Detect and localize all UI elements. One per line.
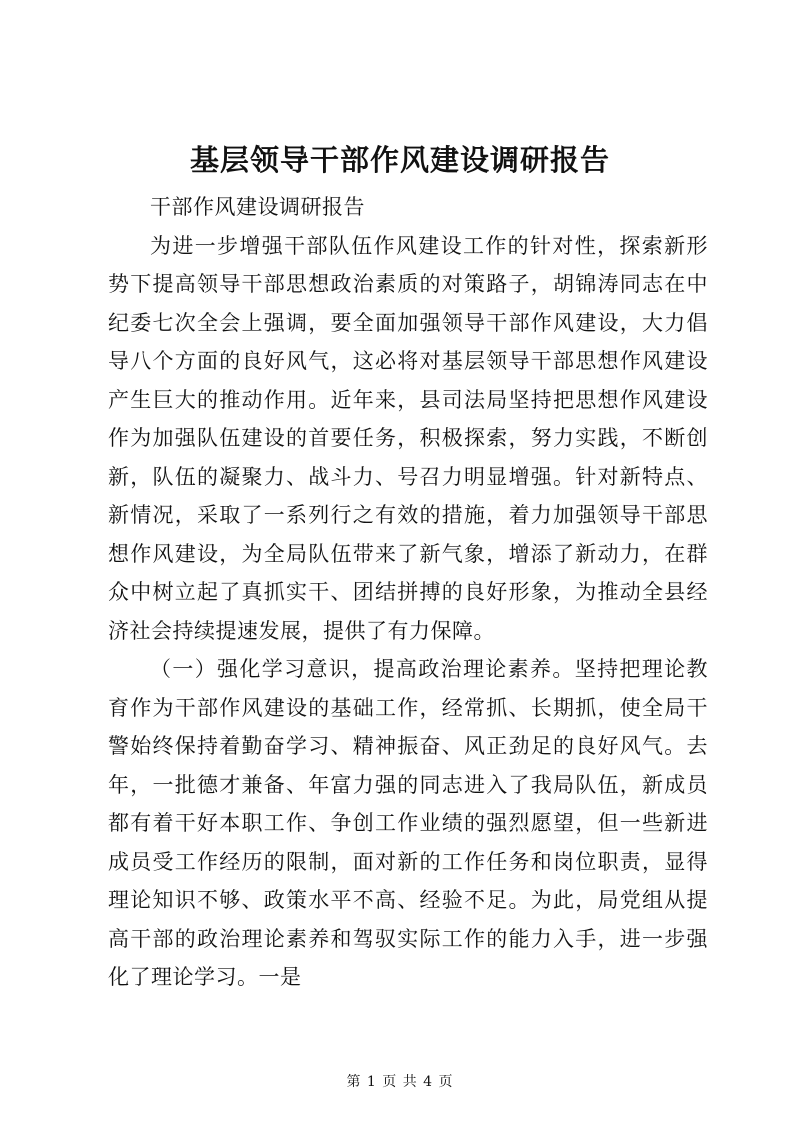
paragraph-section-1: （一）强化学习意识，提高政治理论素养。坚持把理论教育作为干部作风建设的基础工作，经常抓、长期抓，使全局干警始终保持着勤奋学习、精神振奋、风正劲足的良好风气。去年，一批德才兼备、年富力强的同志进入了我局队伍，新成员都有着干好本职工作、争创工作业绩的强烈愿望，但一些新进成员受工作经历的限制，面对新的工作任务和岗位职责，显得理论知识不够、政策水平不高、经验不足。为此，局党组从提高干部的政治理论素养和驾驭实际工作的能力入手，进一步强化了理论学习。一是	[108, 657, 708, 989]
document-subtitle: 干部作风建设调研报告	[150, 195, 365, 219]
document-title: 基层领导干部作风建设调研报告	[189, 143, 610, 177]
paragraph-intro: 为进一步增强干部队伍作风建设工作的针对性，探索新形势下提高领导干部思想政治素质的对策路子，胡锦涛同志在中纪委七次全会上强调，要全面加强领导干部作风建设，大力倡导八个方面的良好风气，这必将对基层领导干部思想作风建设产生巨大的推动作用。近年来，县司法局坚持把思想作风建设作为加强队伍建设的首要任务，积极探索，努力实践，不断创新，队伍的凝聚力、战斗力、号召力明显增强。针对新特点、新情况，采取了一系列行之有效的措施，着力加强领导干部思想作风建设，为全局队伍带来了新气象，增添了新动力，在群众中树立起了真抓实干、团结拼搏的良好形象，为推动全县经济社会持续提速发展，提供了有力保障。	[108, 233, 708, 643]
document-body	[108, 188, 708, 997]
page-footer: 第 1 页 共 4 页	[346, 1074, 454, 1090]
